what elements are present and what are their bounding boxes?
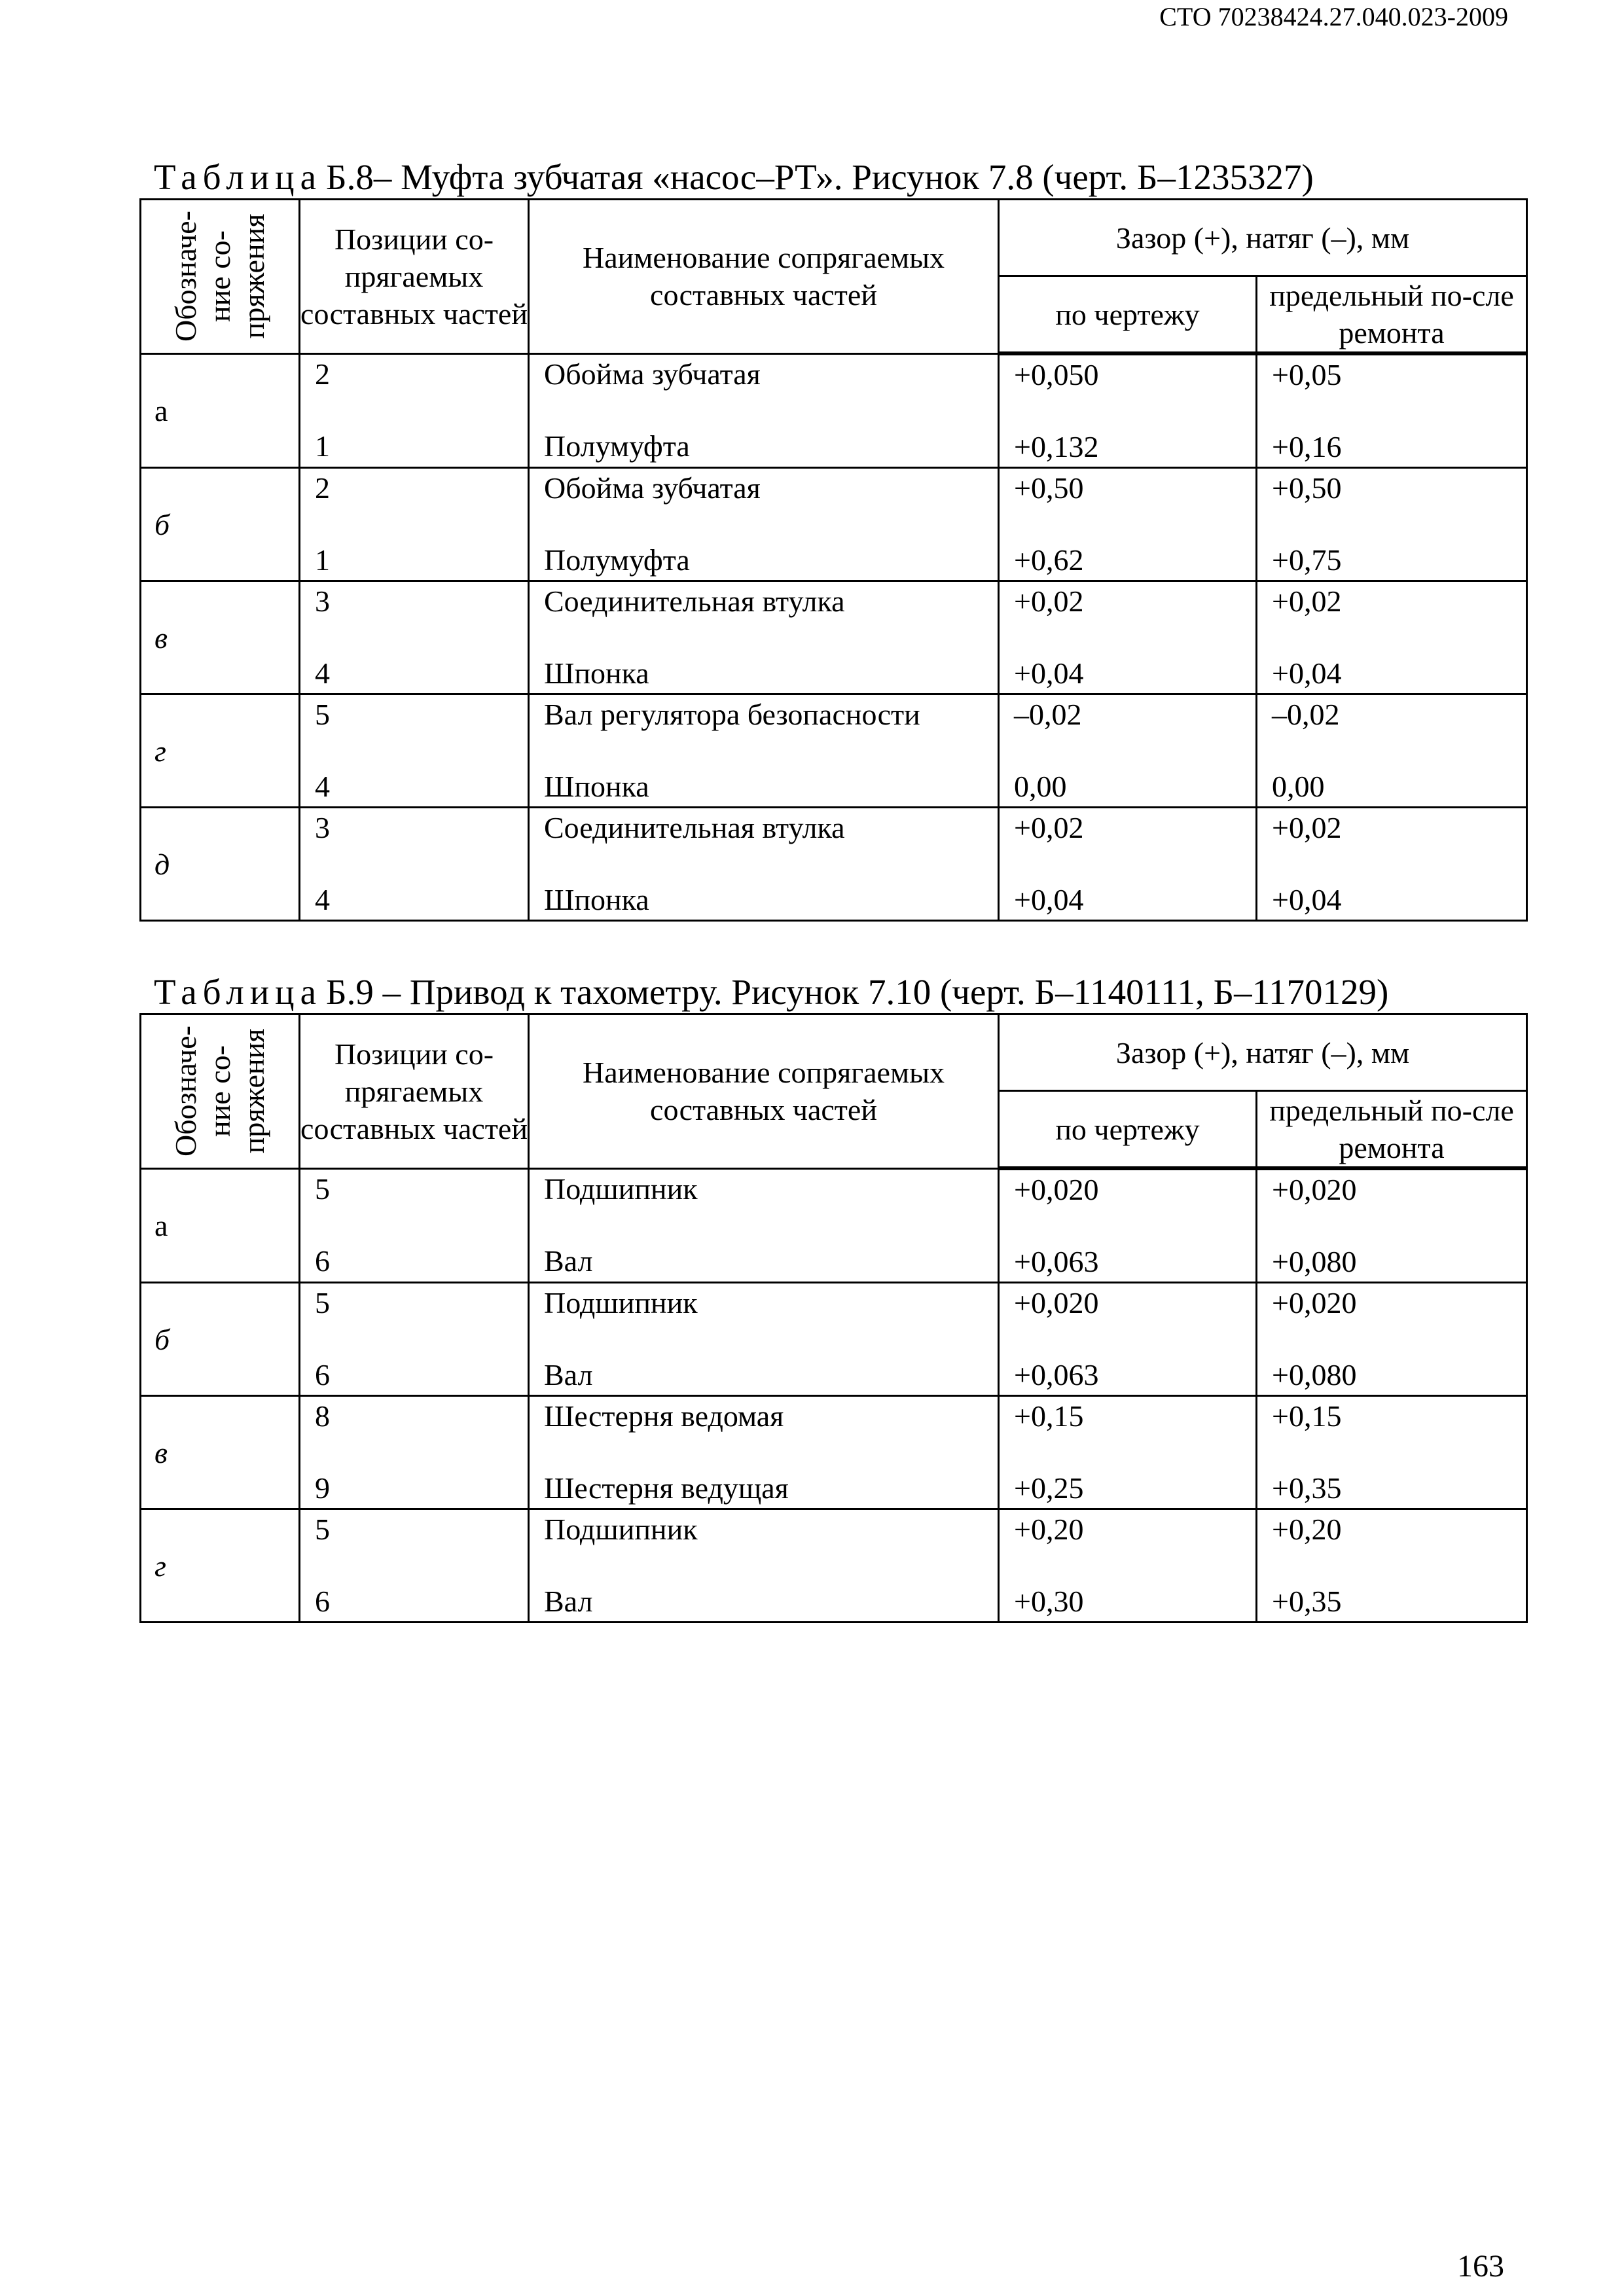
after-repair-max: +0,35 xyxy=(1272,1471,1342,1505)
after-repair-max: +0,04 xyxy=(1272,883,1342,916)
position-1: 2 xyxy=(315,357,330,391)
table-row xyxy=(141,581,1527,694)
table-9-title-text: Б.9 – Привод к тахометру. Рисунок 7.10 (черт. Б–1140111, Б–1170129) xyxy=(325,972,1389,1012)
header-after-repair: предельный по-сле ремонта xyxy=(1257,1091,1527,1169)
table-9-title xyxy=(154,974,1388,1010)
document-code: СТО 70238424.27.040.023-2009 xyxy=(1159,2,1508,31)
part-name-1: Подшипник xyxy=(544,1286,698,1319)
position-1: 5 xyxy=(315,1513,330,1546)
after-repair-min: +0,50 xyxy=(1272,471,1342,505)
after-repair-cell xyxy=(1257,1509,1527,1623)
mate-designation: а xyxy=(141,1168,300,1283)
by-drawing-max: +0,04 xyxy=(1014,656,1084,690)
part-name-2: Шпонка xyxy=(544,770,649,803)
position-2: 1 xyxy=(315,543,330,577)
position-2: 4 xyxy=(315,656,330,690)
position-1: 5 xyxy=(315,1286,330,1319)
table-8 xyxy=(139,198,1528,922)
positions-cell xyxy=(300,1396,529,1509)
parts-names-cell xyxy=(529,468,999,581)
after-repair-max: +0,16 xyxy=(1272,430,1342,463)
header-designation-text: Обозначе-ние со-пряжения xyxy=(169,1026,270,1157)
by-drawing-cell xyxy=(999,1396,1257,1509)
position-2: 1 xyxy=(315,429,330,463)
header-by-drawing: по чертежу xyxy=(999,1091,1257,1169)
part-name-1: Вал регулятора безопасности xyxy=(544,698,920,731)
position-2: 6 xyxy=(315,1358,330,1391)
header-designation xyxy=(141,200,300,354)
position-1: 3 xyxy=(315,584,330,618)
by-drawing-cell xyxy=(999,1168,1257,1283)
position-2: 4 xyxy=(315,770,330,803)
mate-designation: д xyxy=(141,808,300,921)
position-2: 9 xyxy=(315,1471,330,1505)
positions-cell xyxy=(300,1509,529,1623)
by-drawing-min: +0,02 xyxy=(1014,584,1084,618)
by-drawing-max: +0,04 xyxy=(1014,883,1084,916)
table-8-title xyxy=(154,159,1314,195)
part-name-2: Шестерня ведущая xyxy=(544,1471,789,1505)
by-drawing-max: 0,00 xyxy=(1014,770,1067,803)
after-repair-max: 0,00 xyxy=(1272,770,1325,803)
part-name-2: Шпонка xyxy=(544,656,649,690)
table-8-title-text: Б.8– Муфта зубчатая «насос–РТ». Рисунок 7.8 (черт. Б–1235327) xyxy=(325,157,1314,197)
header-by-drawing: по чертежу xyxy=(999,276,1257,354)
by-drawing-min: –0,02 xyxy=(1014,698,1082,731)
after-repair-max: +0,080 xyxy=(1272,1358,1357,1391)
parts-names-cell xyxy=(529,694,999,808)
parts-names-cell xyxy=(529,581,999,694)
after-repair-cell xyxy=(1257,353,1527,468)
after-repair-cell xyxy=(1257,1283,1527,1396)
parts-names-cell xyxy=(529,1168,999,1283)
part-name-2: Вал xyxy=(544,1358,593,1391)
part-name-1: Соединительная втулка xyxy=(544,584,845,618)
page-number: 163 xyxy=(1457,2249,1504,2284)
after-repair-max: +0,75 xyxy=(1272,543,1342,577)
after-repair-max: +0,080 xyxy=(1272,1245,1357,1278)
by-drawing-min: +0,020 xyxy=(1014,1173,1099,1206)
table-row xyxy=(141,468,1527,581)
by-drawing-cell xyxy=(999,808,1257,921)
table-row xyxy=(141,1283,1527,1396)
after-repair-min: +0,020 xyxy=(1272,1173,1357,1206)
table-row xyxy=(141,1168,1527,1283)
header-clearance: Зазор (+), натяг (–), мм xyxy=(999,200,1527,276)
part-name-1: Шестерня ведомая xyxy=(544,1399,784,1433)
by-drawing-min: +0,15 xyxy=(1014,1399,1084,1433)
mate-designation: г xyxy=(141,1509,300,1623)
mate-designation: б xyxy=(141,468,300,581)
positions-cell xyxy=(300,1168,529,1283)
after-repair-min: +0,05 xyxy=(1272,358,1342,391)
by-drawing-min: +0,50 xyxy=(1014,471,1084,505)
header-positions: Позиции со-прягаемых составных частей xyxy=(300,200,529,354)
mate-designation: г xyxy=(141,694,300,808)
after-repair-min: –0,02 xyxy=(1272,698,1340,731)
position-1: 5 xyxy=(315,1172,330,1206)
by-drawing-min: +0,20 xyxy=(1014,1513,1084,1546)
position-2: 4 xyxy=(315,883,330,916)
part-name-1: Обойма зубчатая xyxy=(544,357,761,391)
header-name: Наименование сопрягаемых составных частей xyxy=(529,200,999,354)
part-name-2: Полумуфта xyxy=(544,543,690,577)
by-drawing-max: +0,132 xyxy=(1014,430,1099,463)
mate-designation: б xyxy=(141,1283,300,1396)
part-name-2: Вал xyxy=(544,1244,593,1278)
part-name-2: Шпонка xyxy=(544,883,649,916)
header-designation xyxy=(141,1014,300,1169)
parts-names-cell xyxy=(529,1283,999,1396)
position-1: 2 xyxy=(315,471,330,505)
part-name-1: Соединительная втулка xyxy=(544,811,845,844)
table-row xyxy=(141,1509,1527,1623)
table-8-title-prefix: Таблица xyxy=(154,157,322,197)
after-repair-cell xyxy=(1257,1396,1527,1509)
by-drawing-cell xyxy=(999,353,1257,468)
part-name-1: Подшипник xyxy=(544,1172,698,1206)
after-repair-min: +0,02 xyxy=(1272,811,1342,844)
after-repair-max: +0,35 xyxy=(1272,1585,1342,1618)
by-drawing-min: +0,020 xyxy=(1014,1286,1099,1319)
after-repair-min: +0,020 xyxy=(1272,1286,1357,1319)
table-9-title-prefix: Таблица xyxy=(154,972,322,1012)
positions-cell xyxy=(300,468,529,581)
by-drawing-cell xyxy=(999,1509,1257,1623)
positions-cell xyxy=(300,694,529,808)
table-row xyxy=(141,1396,1527,1509)
position-1: 5 xyxy=(315,698,330,731)
part-name-2: Полумуфта xyxy=(544,429,690,463)
by-drawing-min: +0,050 xyxy=(1014,358,1099,391)
after-repair-max: +0,04 xyxy=(1272,656,1342,690)
after-repair-cell xyxy=(1257,581,1527,694)
positions-cell xyxy=(300,581,529,694)
header-designation-text: Обозначе-ние со-пряжения xyxy=(169,211,270,342)
after-repair-cell xyxy=(1257,1168,1527,1283)
positions-cell xyxy=(300,353,529,468)
by-drawing-max: +0,62 xyxy=(1014,543,1084,577)
parts-names-cell xyxy=(529,1396,999,1509)
by-drawing-cell xyxy=(999,1283,1257,1396)
after-repair-min: +0,15 xyxy=(1272,1399,1342,1433)
table-9 xyxy=(139,1013,1528,1623)
table-row xyxy=(141,353,1527,468)
part-name-1: Обойма зубчатая xyxy=(544,471,761,505)
header-name: Наименование сопрягаемых составных частей xyxy=(529,1014,999,1169)
table-row xyxy=(141,808,1527,921)
by-drawing-cell xyxy=(999,468,1257,581)
after-repair-cell xyxy=(1257,468,1527,581)
by-drawing-cell xyxy=(999,694,1257,808)
part-name-1: Подшипник xyxy=(544,1513,698,1546)
parts-names-cell xyxy=(529,353,999,468)
by-drawing-max: +0,063 xyxy=(1014,1245,1099,1278)
mate-designation: в xyxy=(141,581,300,694)
by-drawing-max: +0,30 xyxy=(1014,1585,1084,1618)
header-after-repair: предельный по-сле ремонта xyxy=(1257,276,1527,354)
by-drawing-min: +0,02 xyxy=(1014,811,1084,844)
after-repair-cell xyxy=(1257,694,1527,808)
after-repair-min: +0,20 xyxy=(1272,1513,1342,1546)
after-repair-min: +0,02 xyxy=(1272,584,1342,618)
positions-cell xyxy=(300,808,529,921)
part-name-2: Вал xyxy=(544,1585,593,1618)
position-1: 8 xyxy=(315,1399,330,1433)
by-drawing-max: +0,063 xyxy=(1014,1358,1099,1391)
by-drawing-max: +0,25 xyxy=(1014,1471,1084,1505)
by-drawing-cell xyxy=(999,581,1257,694)
mate-designation: а xyxy=(141,353,300,468)
after-repair-cell xyxy=(1257,808,1527,921)
table-row xyxy=(141,694,1527,808)
position-2: 6 xyxy=(315,1244,330,1278)
mate-designation: в xyxy=(141,1396,300,1509)
positions-cell xyxy=(300,1283,529,1396)
parts-names-cell xyxy=(529,1509,999,1623)
header-positions: Позиции со-прягаемых составных частей xyxy=(300,1014,529,1169)
header-clearance: Зазор (+), натяг (–), мм xyxy=(999,1014,1527,1091)
position-2: 6 xyxy=(315,1585,330,1618)
position-1: 3 xyxy=(315,811,330,844)
parts-names-cell xyxy=(529,808,999,921)
